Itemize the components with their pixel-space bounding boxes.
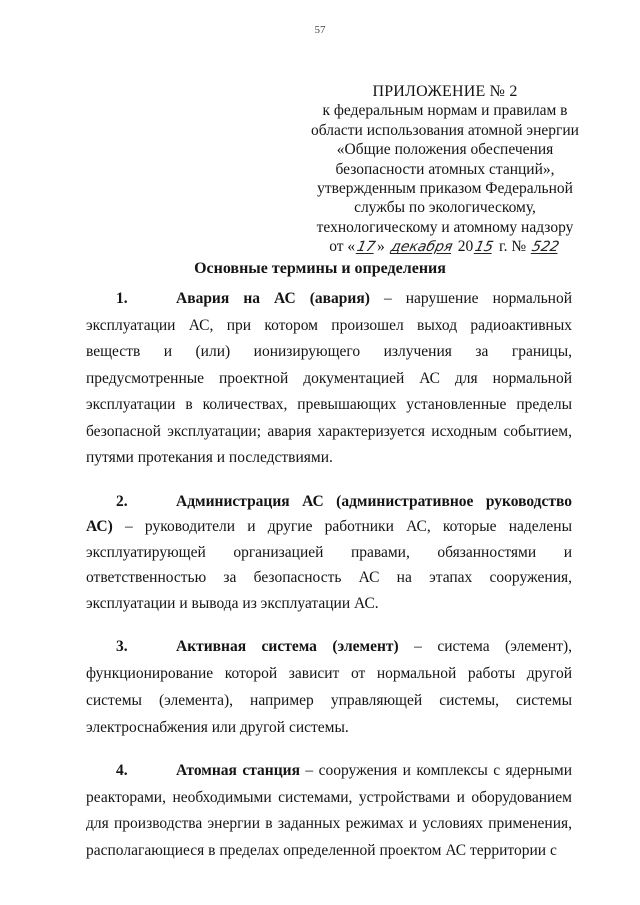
definition-text: – система (элемент), функционирование которой зависит от нормальной работы другой системы (элемента), например управляющей системы, системы электроснабжения или другой системы.: [86, 638, 573, 736]
appendix-line: безопасности атомных станций»,: [335, 160, 555, 178]
appendix-line: утвержденным приказом Федеральной: [317, 180, 573, 198]
definition-paragraph: [86, 633, 572, 741]
order-sep: »: [377, 238, 389, 256]
definition-paragraph: [86, 489, 572, 617]
page-number: 57: [314, 24, 326, 36]
definition-number: 1.: [116, 290, 128, 307]
appendix-line: области использования атомной энергии: [311, 121, 579, 139]
order-number-label: г. №: [495, 238, 531, 256]
definition-paragraph: [86, 758, 572, 864]
definition-term: Активная система (элемент): [176, 638, 399, 655]
definition-text: – руководители и другие работники АС, которые наделены эксплуатирующей организацией правами, обязанностями и ответственностью за безопасность АС на этапах сооружения, эксплуатации и вывода из эксплуатации АС.: [86, 518, 572, 612]
order-year-prefix: 20: [453, 238, 474, 256]
section-heading: Основные термины и определения: [194, 260, 446, 277]
appendix-block: [300, 82, 590, 258]
handwritten-year: 15: [473, 239, 495, 256]
definition-number: 2.: [116, 492, 128, 510]
definition-term: Администрация АС (административное руководство АС): [86, 492, 572, 535]
definition-text: – сооружения и комплексы с ядерными реакторами, необходимыми системами, устройствами и оборудованием для производства энергии в заданных режимах и условиях применения, располагающиеся в пределах определенной проектом АС территории с: [86, 762, 573, 859]
definition-paragraph: [86, 286, 572, 472]
appendix-line: «Общие положения обеспечения: [336, 141, 554, 159]
definition-number: 4.: [116, 762, 128, 779]
handwritten-day: 17: [355, 239, 377, 256]
order-prefix: от «: [329, 238, 356, 256]
appendix-line: к федеральным нормам и правилам в: [322, 102, 568, 120]
definition-term: Атомная станция: [176, 762, 300, 779]
definitions-list: [86, 286, 572, 881]
appendix-line: технологическому и атомному надзору: [316, 218, 574, 236]
appendix-line: службы по экологическому,: [354, 199, 536, 217]
order-date-line: [300, 237, 590, 257]
handwritten-month: декабря: [389, 239, 454, 256]
handwritten-order-number: 522: [530, 239, 561, 256]
definition-term: Авария на АС (авария): [176, 290, 370, 307]
definition-number: 3.: [116, 638, 128, 655]
definition-text: – нарушение нормальной эксплуатации АС, при котором произошел выход радиоактивных веществ и (или) ионизирующего излучения за границы, предусмотренные проектной документацией АС для нормальной эксплуатации в количествах, превышающих установленные пределы безопасной эксплуатации; авария характеризуется исходным событием, путями протекания и последствиями.: [86, 290, 572, 466]
appendix-title: ПРИЛОЖЕНИЕ № 2: [372, 83, 518, 100]
